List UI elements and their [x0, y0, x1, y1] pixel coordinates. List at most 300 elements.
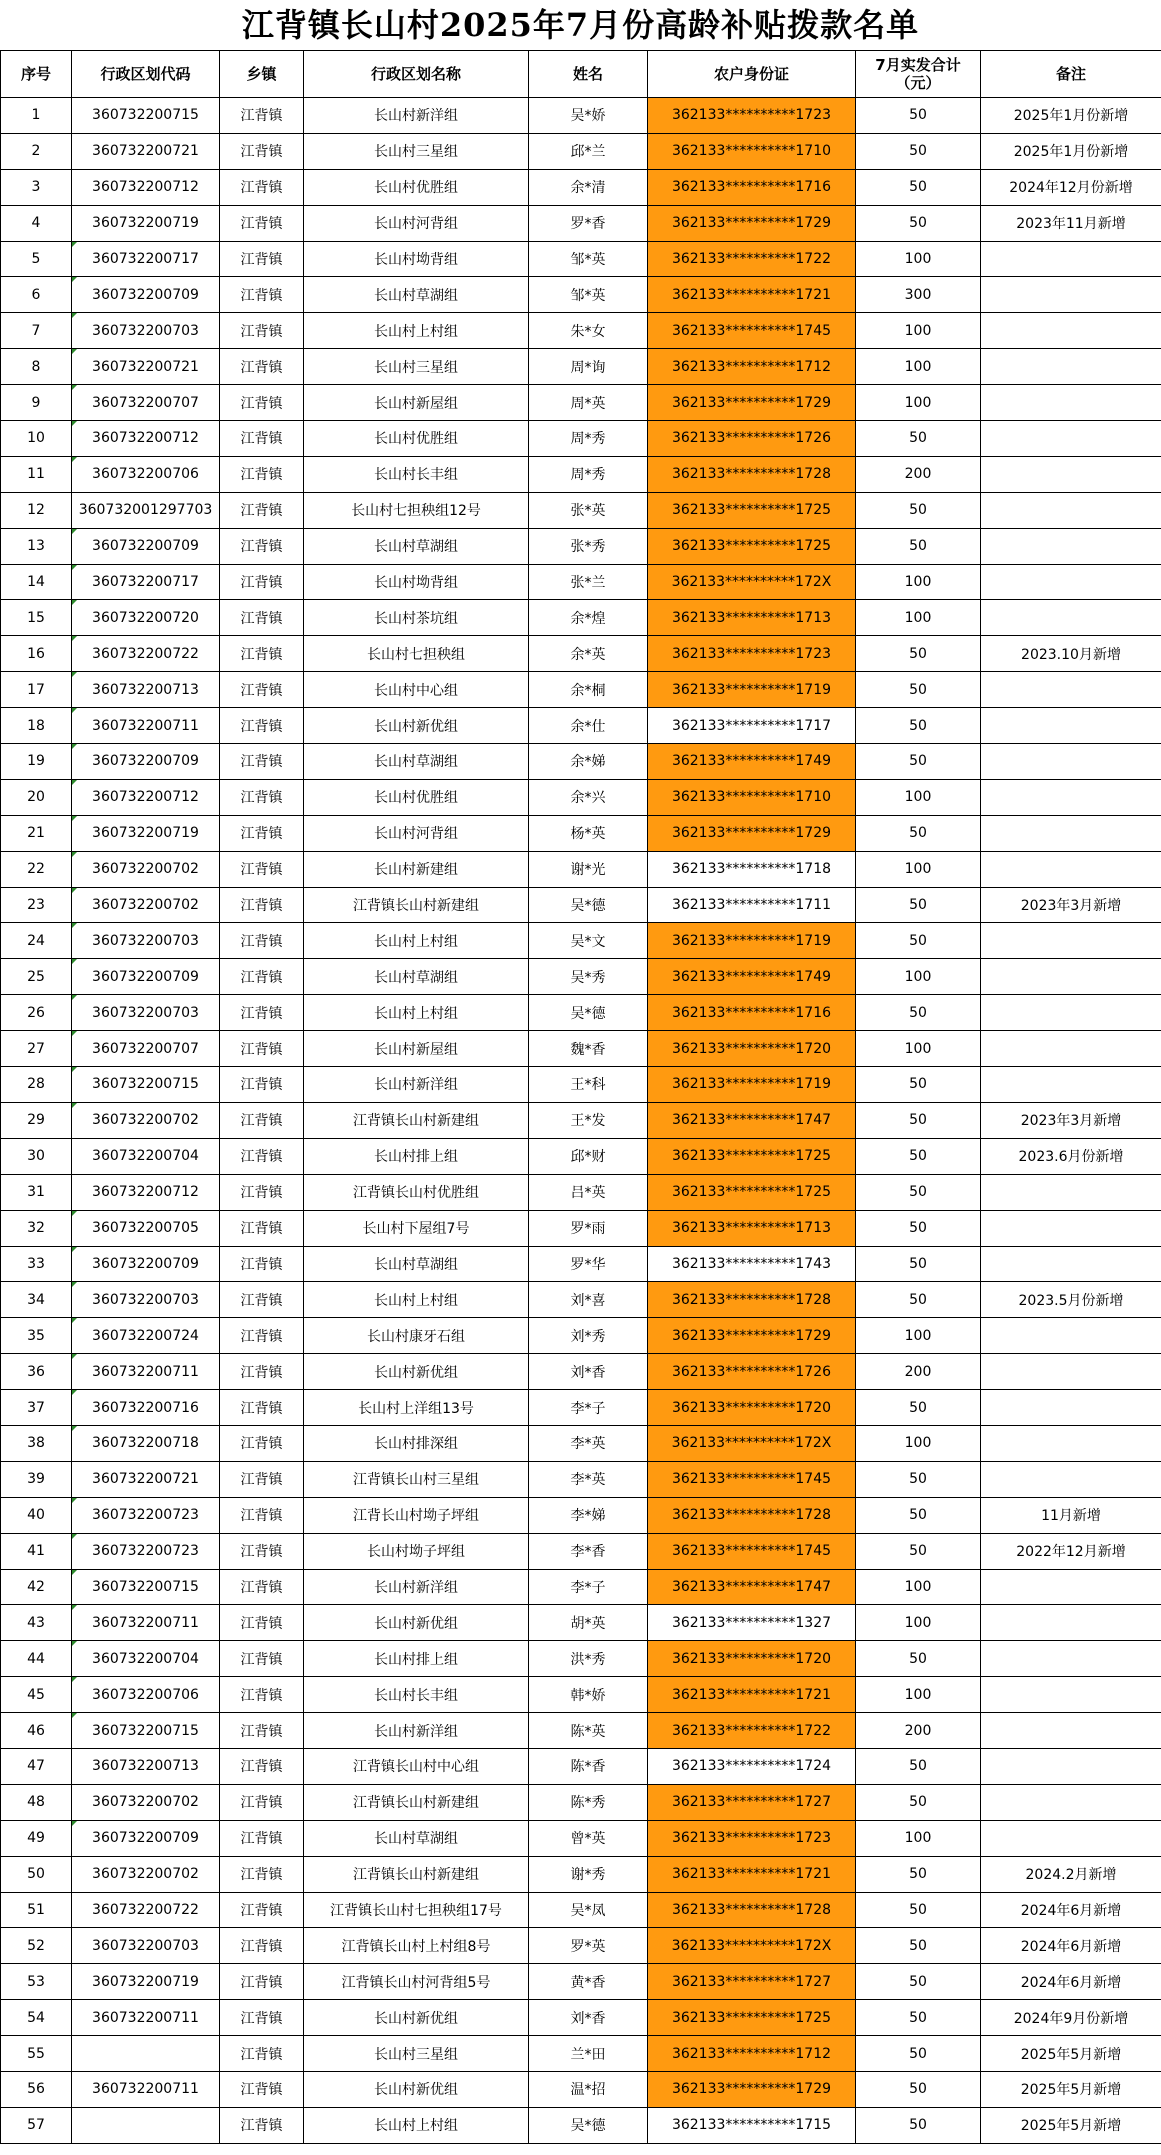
header-name[interactable]: 姓名 [529, 51, 648, 98]
cell-no[interactable]: 7 [1, 313, 72, 349]
cell-amount[interactable]: 50 [856, 2107, 981, 2143]
cell-note[interactable]: 2024年6月新增 [981, 1892, 1161, 1928]
cell-no[interactable]: 38 [1, 1425, 72, 1461]
cell-amount[interactable]: 100 [856, 600, 981, 636]
cell-name[interactable]: 刘*喜 [529, 1282, 648, 1318]
cell-id[interactable]: 362133**********1726 [648, 1354, 856, 1390]
cell-no[interactable]: 16 [1, 636, 72, 672]
cell-town[interactable]: 江背镇 [220, 1138, 304, 1174]
cell-area[interactable]: 长山村新洋组 [304, 98, 529, 134]
cell-area[interactable]: 长山村坳背组 [304, 564, 529, 600]
cell-area[interactable]: 长山村草湖组 [304, 1820, 529, 1856]
cell-no[interactable]: 55 [1, 2036, 72, 2072]
cell-code[interactable]: 360732200707 [72, 385, 220, 421]
cell-area[interactable]: 长山村排深组 [304, 1425, 529, 1461]
cell-amount[interactable]: 50 [856, 1964, 981, 2000]
cell-code[interactable]: 360732200716 [72, 1390, 220, 1426]
cell-town[interactable]: 江背镇 [220, 779, 304, 815]
cell-id[interactable]: 362133**********1725 [648, 1174, 856, 1210]
cell-no[interactable]: 8 [1, 349, 72, 385]
cell-area[interactable]: 长山村下屋组7号 [304, 1210, 529, 1246]
cell-amount[interactable]: 50 [856, 708, 981, 744]
cell-id[interactable]: 362133**********1719 [648, 923, 856, 959]
cell-code[interactable]: 360732200721 [72, 1461, 220, 1497]
cell-amount[interactable]: 50 [856, 528, 981, 564]
cell-no[interactable]: 32 [1, 1210, 72, 1246]
header-area[interactable]: 行政区划名称 [304, 51, 529, 98]
cell-code[interactable]: 360732200703 [72, 1282, 220, 1318]
cell-town[interactable]: 江背镇 [220, 1856, 304, 1892]
cell-note[interactable] [981, 277, 1161, 313]
cell-note[interactable] [981, 528, 1161, 564]
cell-amount[interactable]: 50 [856, 1461, 981, 1497]
cell-town[interactable]: 江背镇 [220, 1820, 304, 1856]
cell-no[interactable]: 44 [1, 1641, 72, 1677]
cell-note[interactable]: 2025年1月份新增 [981, 133, 1161, 169]
cell-id[interactable]: 362133**********1727 [648, 1964, 856, 2000]
cell-id[interactable]: 362133**********172X [648, 1928, 856, 1964]
cell-no[interactable]: 35 [1, 1318, 72, 1354]
cell-id[interactable]: 362133**********1723 [648, 1820, 856, 1856]
cell-note[interactable] [981, 959, 1161, 995]
cell-town[interactable]: 江背镇 [220, 528, 304, 564]
cell-note[interactable]: 2024年9月份新增 [981, 2000, 1161, 2036]
cell-amount[interactable]: 50 [856, 1856, 981, 1892]
cell-name[interactable]: 罗*雨 [529, 1210, 648, 1246]
cell-area[interactable]: 长山村优胜组 [304, 169, 529, 205]
header-amount[interactable]: 7月实发合计 （元） [856, 51, 981, 98]
cell-no[interactable]: 10 [1, 421, 72, 457]
cell-no[interactable]: 3 [1, 169, 72, 205]
cell-name[interactable]: 李*子 [529, 1569, 648, 1605]
cell-no[interactable]: 54 [1, 2000, 72, 2036]
cell-amount[interactable]: 50 [856, 887, 981, 923]
cell-no[interactable]: 34 [1, 1282, 72, 1318]
cell-code[interactable]: 360732200704 [72, 1641, 220, 1677]
cell-amount[interactable]: 200 [856, 456, 981, 492]
cell-amount[interactable]: 100 [856, 349, 981, 385]
cell-code[interactable]: 360732200723 [72, 1533, 220, 1569]
cell-note[interactable] [981, 456, 1161, 492]
cell-id[interactable]: 362133**********1713 [648, 1210, 856, 1246]
cell-note[interactable] [981, 1210, 1161, 1246]
cell-code[interactable]: 360732200711 [72, 2000, 220, 2036]
cell-no[interactable]: 51 [1, 1892, 72, 1928]
cell-note[interactable] [981, 492, 1161, 528]
cell-town[interactable]: 江背镇 [220, 1246, 304, 1282]
cell-amount[interactable]: 100 [856, 959, 981, 995]
cell-id[interactable]: 362133**********1720 [648, 1031, 856, 1067]
cell-name[interactable]: 洪*秀 [529, 1641, 648, 1677]
cell-note[interactable]: 2024年6月新增 [981, 1964, 1161, 2000]
cell-name[interactable]: 兰*田 [529, 2036, 648, 2072]
cell-area[interactable]: 长山村新屋组 [304, 385, 529, 421]
cell-amount[interactable]: 100 [856, 564, 981, 600]
cell-area[interactable]: 江背镇长山村上村组8号 [304, 1928, 529, 1964]
cell-code[interactable]: 360732200713 [72, 672, 220, 708]
cell-id[interactable]: 362133**********1728 [648, 1282, 856, 1318]
cell-town[interactable]: 江背镇 [220, 1497, 304, 1533]
cell-area[interactable]: 长山村草湖组 [304, 277, 529, 313]
cell-area[interactable]: 长山村三星组 [304, 349, 529, 385]
cell-town[interactable]: 江背镇 [220, 1964, 304, 2000]
cell-code[interactable]: 360732200720 [72, 600, 220, 636]
cell-amount[interactable]: 50 [856, 744, 981, 780]
cell-code[interactable]: 360732200702 [72, 1102, 220, 1138]
cell-note[interactable] [981, 1784, 1161, 1820]
cell-no[interactable]: 18 [1, 708, 72, 744]
cell-code[interactable]: 360732200715 [72, 98, 220, 134]
cell-area[interactable]: 长山村上村组 [304, 313, 529, 349]
cell-no[interactable]: 56 [1, 2071, 72, 2107]
cell-town[interactable]: 江背镇 [220, 241, 304, 277]
cell-code[interactable]: 360732200709 [72, 1246, 220, 1282]
cell-name[interactable]: 邹*英 [529, 277, 648, 313]
cell-town[interactable]: 江背镇 [220, 636, 304, 672]
cell-note[interactable]: 11月新增 [981, 1497, 1161, 1533]
cell-name[interactable]: 余*仕 [529, 708, 648, 744]
cell-name[interactable]: 邱*财 [529, 1138, 648, 1174]
cell-id[interactable]: 362133**********1749 [648, 744, 856, 780]
cell-name[interactable]: 刘*秀 [529, 1318, 648, 1354]
cell-id[interactable]: 362133**********1728 [648, 456, 856, 492]
cell-town[interactable]: 江背镇 [220, 1425, 304, 1461]
cell-area[interactable]: 长山村三星组 [304, 2036, 529, 2072]
cell-area[interactable]: 长山村新洋组 [304, 1569, 529, 1605]
cell-area[interactable]: 长山村七担秧组 [304, 636, 529, 672]
cell-id[interactable]: 362133**********1722 [648, 1713, 856, 1749]
cell-name[interactable]: 杨*英 [529, 815, 648, 851]
cell-id[interactable]: 362133**********1723 [648, 98, 856, 134]
cell-no[interactable]: 52 [1, 1928, 72, 1964]
cell-name[interactable]: 黄*香 [529, 1964, 648, 2000]
cell-amount[interactable]: 50 [856, 2071, 981, 2107]
cell-id[interactable]: 362133**********1743 [648, 1246, 856, 1282]
cell-name[interactable]: 罗*香 [529, 205, 648, 241]
cell-id[interactable]: 362133**********1726 [648, 421, 856, 457]
cell-town[interactable]: 江背镇 [220, 1677, 304, 1713]
cell-town[interactable]: 江背镇 [220, 2107, 304, 2143]
cell-town[interactable]: 江背镇 [220, 421, 304, 457]
cell-no[interactable]: 2 [1, 133, 72, 169]
cell-id[interactable]: 362133**********1745 [648, 1533, 856, 1569]
cell-town[interactable]: 江背镇 [220, 1461, 304, 1497]
cell-amount[interactable]: 50 [856, 205, 981, 241]
cell-no[interactable]: 13 [1, 528, 72, 564]
cell-name[interactable]: 陈*英 [529, 1713, 648, 1749]
cell-name[interactable]: 余*兴 [529, 779, 648, 815]
cell-no[interactable]: 33 [1, 1246, 72, 1282]
cell-no[interactable]: 40 [1, 1497, 72, 1533]
cell-code[interactable]: 360732200711 [72, 708, 220, 744]
cell-area[interactable]: 长山村河背组 [304, 815, 529, 851]
cell-amount[interactable]: 50 [856, 1533, 981, 1569]
cell-no[interactable]: 31 [1, 1174, 72, 1210]
cell-id[interactable]: 362133**********1728 [648, 1497, 856, 1533]
cell-area[interactable]: 长山村排上组 [304, 1641, 529, 1677]
cell-code[interactable]: 360732200705 [72, 1210, 220, 1246]
cell-id[interactable]: 362133**********1729 [648, 815, 856, 851]
cell-no[interactable]: 41 [1, 1533, 72, 1569]
cell-note[interactable] [981, 241, 1161, 277]
cell-code[interactable]: 360732200721 [72, 349, 220, 385]
cell-name[interactable]: 余*清 [529, 169, 648, 205]
cell-note[interactable] [981, 1677, 1161, 1713]
cell-code[interactable]: 360732200717 [72, 241, 220, 277]
cell-code[interactable]: 360732200709 [72, 277, 220, 313]
cell-id[interactable]: 362133**********1710 [648, 133, 856, 169]
cell-area[interactable]: 长山村上洋组13号 [304, 1390, 529, 1426]
cell-code[interactable]: 360732200703 [72, 995, 220, 1031]
cell-name[interactable]: 周*秀 [529, 421, 648, 457]
cell-amount[interactable]: 50 [856, 1784, 981, 1820]
cell-id[interactable]: 362133**********1729 [648, 2071, 856, 2107]
cell-code[interactable]: 360732200722 [72, 636, 220, 672]
cell-code[interactable]: 360732200715 [72, 1569, 220, 1605]
cell-town[interactable]: 江背镇 [220, 1533, 304, 1569]
cell-no[interactable]: 43 [1, 1605, 72, 1641]
cell-town[interactable]: 江背镇 [220, 708, 304, 744]
cell-amount[interactable]: 50 [856, 1282, 981, 1318]
cell-area[interactable]: 江背镇长山村河背组5号 [304, 1964, 529, 2000]
cell-amount[interactable]: 50 [856, 98, 981, 134]
cell-note[interactable]: 2023.6月份新增 [981, 1138, 1161, 1174]
cell-town[interactable]: 江背镇 [220, 1784, 304, 1820]
cell-no[interactable]: 27 [1, 1031, 72, 1067]
cell-amount[interactable]: 50 [856, 1497, 981, 1533]
cell-note[interactable] [981, 1605, 1161, 1641]
cell-note[interactable] [981, 1713, 1161, 1749]
cell-amount[interactable]: 50 [856, 1102, 981, 1138]
cell-id[interactable]: 362133**********1712 [648, 349, 856, 385]
cell-amount[interactable]: 50 [856, 2036, 981, 2072]
cell-note[interactable]: 2025年5月新增 [981, 2107, 1161, 2143]
cell-name[interactable]: 温*招 [529, 2071, 648, 2107]
cell-id[interactable]: 362133**********172X [648, 1425, 856, 1461]
cell-area[interactable]: 长山村新洋组 [304, 1713, 529, 1749]
cell-no[interactable]: 25 [1, 959, 72, 995]
cell-name[interactable]: 余*桐 [529, 672, 648, 708]
cell-note[interactable] [981, 349, 1161, 385]
cell-note[interactable] [981, 923, 1161, 959]
cell-code[interactable]: 360732200715 [72, 1067, 220, 1103]
cell-no[interactable]: 24 [1, 923, 72, 959]
cell-name[interactable]: 谢*光 [529, 851, 648, 887]
cell-no[interactable]: 45 [1, 1677, 72, 1713]
cell-town[interactable]: 江背镇 [220, 1390, 304, 1426]
cell-id[interactable]: 362133**********1716 [648, 995, 856, 1031]
cell-note[interactable] [981, 744, 1161, 780]
cell-note[interactable] [981, 779, 1161, 815]
cell-town[interactable]: 江背镇 [220, 1748, 304, 1784]
cell-note[interactable] [981, 708, 1161, 744]
cell-area[interactable]: 长山村草湖组 [304, 959, 529, 995]
cell-amount[interactable]: 50 [856, 1067, 981, 1103]
cell-town[interactable]: 江背镇 [220, 133, 304, 169]
cell-town[interactable]: 江背镇 [220, 672, 304, 708]
cell-name[interactable]: 张*兰 [529, 564, 648, 600]
cell-town[interactable]: 江背镇 [220, 564, 304, 600]
header-note[interactable]: 备注 [981, 51, 1161, 98]
cell-no[interactable]: 26 [1, 995, 72, 1031]
cell-amount[interactable]: 100 [856, 1318, 981, 1354]
cell-town[interactable]: 江背镇 [220, 205, 304, 241]
cell-code[interactable]: 360732200712 [72, 1174, 220, 1210]
cell-area[interactable]: 长山村长丰组 [304, 456, 529, 492]
cell-area[interactable]: 江背镇长山村新建组 [304, 1102, 529, 1138]
cell-amount[interactable]: 100 [856, 1605, 981, 1641]
cell-amount[interactable]: 100 [856, 779, 981, 815]
cell-note[interactable] [981, 995, 1161, 1031]
cell-area[interactable]: 长山村茶坑组 [304, 600, 529, 636]
cell-code[interactable]: 360732200702 [72, 1856, 220, 1892]
cell-name[interactable]: 罗*华 [529, 1246, 648, 1282]
cell-no[interactable]: 49 [1, 1820, 72, 1856]
cell-id[interactable]: 362133**********1712 [648, 2036, 856, 2072]
cell-name[interactable]: 陈*香 [529, 1748, 648, 1784]
cell-no[interactable]: 30 [1, 1138, 72, 1174]
cell-note[interactable] [981, 313, 1161, 349]
cell-area[interactable]: 长山村新优组 [304, 2000, 529, 2036]
cell-note[interactable] [981, 1031, 1161, 1067]
cell-code[interactable]: 360732200719 [72, 1964, 220, 2000]
cell-name[interactable]: 魏*香 [529, 1031, 648, 1067]
cell-id[interactable]: 362133**********1720 [648, 1390, 856, 1426]
cell-code[interactable]: 360732200711 [72, 2071, 220, 2107]
cell-town[interactable]: 江背镇 [220, 923, 304, 959]
cell-area[interactable]: 长山村草湖组 [304, 744, 529, 780]
cell-note[interactable]: 2023年11月新增 [981, 205, 1161, 241]
cell-id[interactable]: 362133**********1721 [648, 1856, 856, 1892]
cell-area[interactable]: 长山村上村组 [304, 923, 529, 959]
cell-town[interactable]: 江背镇 [220, 744, 304, 780]
cell-id[interactable]: 362133**********1745 [648, 313, 856, 349]
cell-town[interactable]: 江背镇 [220, 1713, 304, 1749]
cell-no[interactable]: 14 [1, 564, 72, 600]
cell-town[interactable]: 江背镇 [220, 1641, 304, 1677]
cell-area[interactable]: 江背镇长山村新建组 [304, 1856, 529, 1892]
cell-name[interactable]: 谢*秀 [529, 1856, 648, 1892]
cell-name[interactable]: 周*秀 [529, 456, 648, 492]
cell-town[interactable]: 江背镇 [220, 1067, 304, 1103]
cell-town[interactable]: 江背镇 [220, 851, 304, 887]
cell-id[interactable]: 362133**********1719 [648, 1067, 856, 1103]
cell-note[interactable]: 2025年1月份新增 [981, 98, 1161, 134]
cell-code[interactable]: 360732200709 [72, 744, 220, 780]
cell-name[interactable]: 曾*英 [529, 1820, 648, 1856]
header-no[interactable]: 序号 [1, 51, 72, 98]
cell-amount[interactable]: 50 [856, 1210, 981, 1246]
cell-amount[interactable]: 100 [856, 1569, 981, 1605]
cell-name[interactable]: 李*英 [529, 1425, 648, 1461]
cell-note[interactable] [981, 1461, 1161, 1497]
cell-id[interactable]: 362133**********1710 [648, 779, 856, 815]
cell-code[interactable]: 360732001297703 [72, 492, 220, 528]
cell-amount[interactable]: 100 [856, 385, 981, 421]
cell-id[interactable]: 362133**********1720 [648, 1641, 856, 1677]
cell-name[interactable]: 王*科 [529, 1067, 648, 1103]
cell-no[interactable]: 46 [1, 1713, 72, 1749]
cell-amount[interactable]: 50 [856, 636, 981, 672]
cell-no[interactable]: 57 [1, 2107, 72, 2143]
cell-code[interactable]: 360732200724 [72, 1318, 220, 1354]
cell-id[interactable]: 362133**********1747 [648, 1102, 856, 1138]
cell-no[interactable]: 15 [1, 600, 72, 636]
cell-code[interactable]: 360732200722 [72, 1892, 220, 1928]
cell-name[interactable]: 刘*香 [529, 2000, 648, 2036]
cell-id[interactable]: 362133**********1721 [648, 1677, 856, 1713]
cell-no[interactable]: 9 [1, 385, 72, 421]
cell-area[interactable]: 江背长山村坳子坪组 [304, 1497, 529, 1533]
cell-town[interactable]: 江背镇 [220, 1318, 304, 1354]
cell-amount[interactable]: 50 [856, 1138, 981, 1174]
cell-code[interactable]: 360732200703 [72, 923, 220, 959]
cell-no[interactable]: 37 [1, 1390, 72, 1426]
cell-code[interactable]: 360732200723 [72, 1497, 220, 1533]
cell-amount[interactable]: 200 [856, 1713, 981, 1749]
cell-amount[interactable]: 200 [856, 1354, 981, 1390]
cell-id[interactable]: 362133**********1713 [648, 600, 856, 636]
cell-no[interactable]: 12 [1, 492, 72, 528]
cell-name[interactable]: 吴*德 [529, 887, 648, 923]
cell-code[interactable]: 360732200712 [72, 169, 220, 205]
cell-id[interactable]: 362133**********1718 [648, 851, 856, 887]
cell-amount[interactable]: 50 [856, 169, 981, 205]
cell-name[interactable]: 周*询 [529, 349, 648, 385]
cell-area[interactable]: 长山村上村组 [304, 995, 529, 1031]
cell-code[interactable]: 360732200717 [72, 564, 220, 600]
cell-code[interactable]: 360732200709 [72, 528, 220, 564]
cell-note[interactable] [981, 1569, 1161, 1605]
cell-area[interactable]: 长山村中心组 [304, 672, 529, 708]
cell-name[interactable]: 罗*英 [529, 1928, 648, 1964]
cell-code[interactable] [72, 2107, 220, 2143]
cell-id[interactable]: 362133**********1327 [648, 1605, 856, 1641]
cell-code[interactable]: 360732200715 [72, 1713, 220, 1749]
cell-town[interactable]: 江背镇 [220, 1174, 304, 1210]
header-id[interactable]: 农户身份证 [648, 51, 856, 98]
cell-no[interactable]: 5 [1, 241, 72, 277]
cell-area[interactable]: 长山村排上组 [304, 1138, 529, 1174]
cell-note[interactable] [981, 564, 1161, 600]
cell-no[interactable]: 53 [1, 1964, 72, 2000]
cell-note[interactable]: 2025年5月新增 [981, 2071, 1161, 2107]
cell-name[interactable]: 吴*娇 [529, 98, 648, 134]
cell-no[interactable]: 36 [1, 1354, 72, 1390]
cell-note[interactable] [981, 385, 1161, 421]
cell-amount[interactable]: 50 [856, 2000, 981, 2036]
cell-amount[interactable]: 100 [856, 241, 981, 277]
cell-note[interactable] [981, 1748, 1161, 1784]
cell-code[interactable]: 360732200713 [72, 1748, 220, 1784]
cell-town[interactable]: 江背镇 [220, 1354, 304, 1390]
cell-no[interactable]: 20 [1, 779, 72, 815]
cell-id[interactable]: 362133**********1724 [648, 1748, 856, 1784]
cell-note[interactable] [981, 1174, 1161, 1210]
cell-no[interactable]: 50 [1, 1856, 72, 1892]
cell-town[interactable]: 江背镇 [220, 1928, 304, 1964]
cell-no[interactable]: 1 [1, 98, 72, 134]
cell-town[interactable]: 江背镇 [220, 887, 304, 923]
cell-no[interactable]: 22 [1, 851, 72, 887]
cell-id[interactable]: 362133**********1722 [648, 241, 856, 277]
cell-amount[interactable]: 50 [856, 815, 981, 851]
cell-no[interactable]: 29 [1, 1102, 72, 1138]
cell-name[interactable]: 周*英 [529, 385, 648, 421]
cell-no[interactable]: 21 [1, 815, 72, 851]
cell-code[interactable]: 360732200721 [72, 133, 220, 169]
cell-id[interactable]: 362133**********1729 [648, 205, 856, 241]
